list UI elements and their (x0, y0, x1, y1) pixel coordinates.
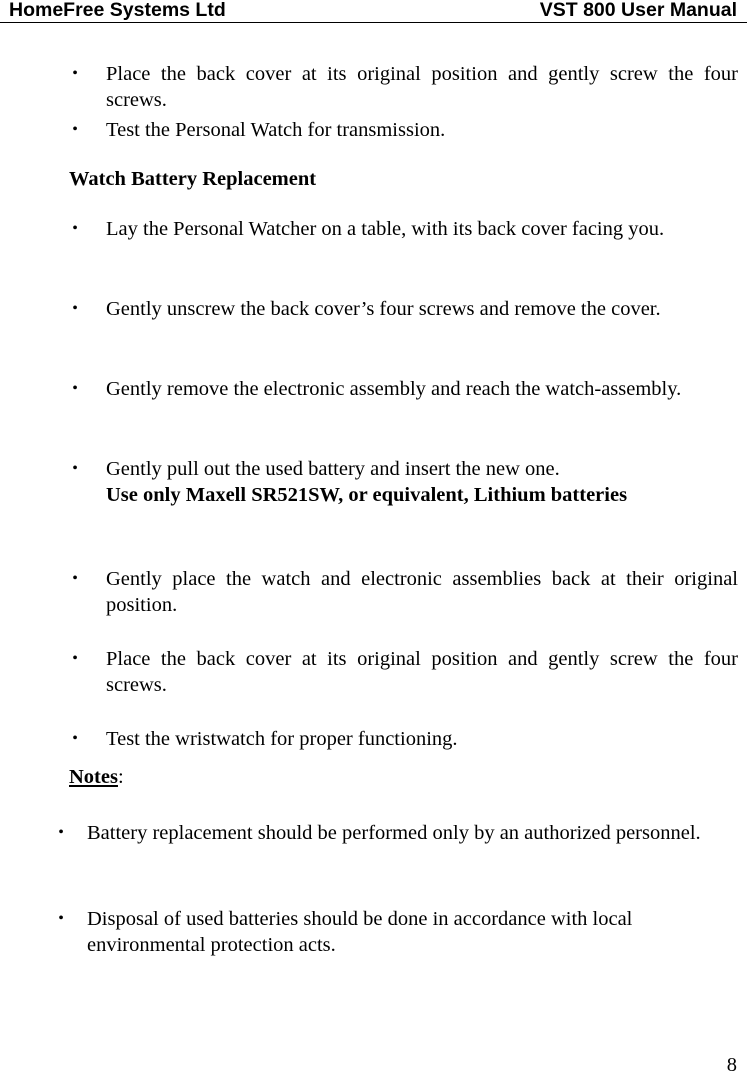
bullet-icon: • (72, 460, 78, 477)
note-item-text: Battery replacement should be performed only by an authorized personnel. (87, 822, 701, 844)
bullet-icon: • (72, 730, 78, 747)
bullet-icon: • (72, 570, 78, 587)
note-item-text: Disposal of used batteries should be done in accordance with local environmental protection acts. (87, 908, 633, 956)
bullet-icon: • (72, 121, 78, 138)
notes-colon: : (117, 766, 124, 788)
list-item-text: Gently remove the electronic assembly and reach the watch-assembly. (106, 378, 682, 400)
bullet-icon: • (72, 220, 78, 237)
list-item-text: Test the Personal Watch for transmission. (106, 119, 446, 141)
battery-type-note: Use only Maxell SR521SW, or equivalent, Lithium batteries (106, 484, 628, 506)
bullet-icon: • (72, 650, 78, 667)
list-item-text: Gently place the watch and electronic assemblies back at their original position. (106, 568, 738, 616)
bullet-icon: • (58, 824, 64, 841)
list-item-text: Gently pull out the used battery and insert the new one. (106, 458, 560, 480)
list-item-text: Gently unscrew the back cover’s four screws and remove the cover. (106, 298, 661, 320)
notes-heading (69, 764, 124, 790)
list-item-text: Place the back cover at its original position and gently screw the four screws. (106, 648, 738, 696)
bullet-icon: • (72, 380, 78, 397)
bullet-icon: • (72, 300, 78, 317)
list-item-text: Test the wristwatch for proper functioning. (106, 728, 458, 750)
notes-label: Notes (69, 766, 118, 788)
bullet-icon: • (58, 910, 64, 927)
page-number: 8 (726, 1054, 737, 1076)
header-manual-title: VST 800 User Manual (539, 0, 737, 21)
page-header (0, 0, 747, 23)
list-item-text: Place the back cover at its original position and gently screw the four screws. (106, 63, 738, 111)
section-heading: Watch Battery Replacement (69, 168, 317, 190)
list-item-text: Lay the Personal Watcher on a table, with its back cover facing you. (106, 218, 665, 240)
bullet-icon: • (72, 65, 78, 82)
header-company: HomeFree Systems Ltd (9, 0, 226, 21)
